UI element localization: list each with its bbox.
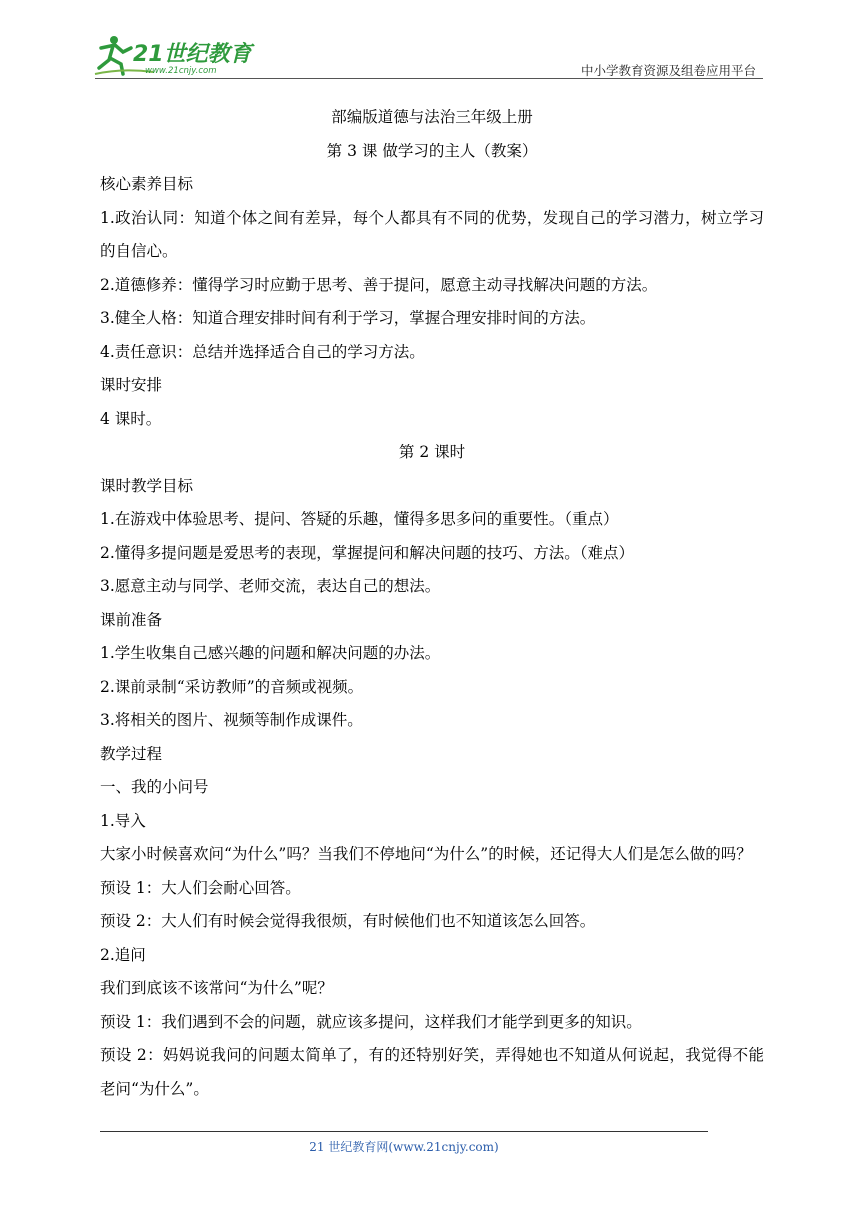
step-one-preset: 预设 2：大人们有时候会觉得我很烦，有时候他们也不知道该怎么回答。 — [100, 912, 596, 930]
document-title: 部编版道德与法治三年级上册 — [331, 108, 533, 126]
header-divider — [95, 78, 763, 79]
logo-graphic — [93, 34, 263, 78]
page-header — [0, 0, 860, 90]
process-heading: 教学过程 — [100, 744, 163, 763]
lesson-heading: 第 2 课时 — [398, 443, 466, 461]
header-tagline: 中小学教育资源及组卷应用平台 — [580, 63, 756, 78]
schedule-heading: 课时安排 — [100, 376, 163, 394]
document-subtitle: 第 3 课 做学习的主人（教案） — [326, 141, 538, 160]
core-goal-item: 4.责任意识：总结并选择适合自己的学习方法。 — [100, 342, 425, 361]
lesson-goal-item: 2.懂得多提问题是爱思考的表现，掌握提问和解决问题的技巧、方法。（难点） — [100, 543, 635, 562]
prep-heading: 课前准备 — [100, 610, 163, 629]
prep-item: 3.将相关的图片、视频等制作成课件。 — [100, 711, 363, 729]
step-two-text: 我们到底该不该常问“为什么”呢？ — [100, 979, 333, 997]
part-one-heading: 一、我的小问号 — [100, 778, 209, 796]
prep-item: 1.学生收集自己感兴趣的问题和解决问题的办法。 — [100, 644, 441, 662]
step-one-heading: 1.导入 — [100, 811, 146, 830]
site-logo[interactable] — [93, 34, 263, 78]
logo-text: 21世纪教育 — [133, 42, 252, 67]
prep-item: 2.课前录制“采访教师”的音频或视频。 — [100, 677, 364, 696]
core-goal-item: 3.健全人格：知道合理安排时间有利于学习，掌握合理安排时间的方法。 — [100, 309, 596, 327]
footer-divider — [100, 1131, 708, 1132]
footer-link[interactable]: 21 世纪教育网(www.21cnjy.com) — [309, 1140, 499, 1154]
lesson-goals-heading: 课时教学目标 — [100, 476, 194, 495]
step-two-preset: 预设 1：我们遇到不会的问题，就应该多提问，这样我们才能学到更多的知识。 — [100, 1012, 642, 1031]
logo-url: www.21cnjy.com — [145, 66, 217, 76]
lesson-goal-item: 1.在游戏中体验思考、提问、答疑的乐趣，懂得多思多问的重要性。（重点） — [100, 510, 619, 528]
step-two-preset: 预设 2：妈妈说我问的问题太简单了，有的还特别好笑，弄得她也不知道从何说起，我觉得不能老问“为什么”。 — [100, 1046, 764, 1098]
step-one-preset: 预设 1：大人们会耐心回答。 — [100, 878, 301, 897]
schedule-value: 4 课时。 — [100, 409, 162, 428]
step-two-heading: 2.追问 — [100, 945, 146, 964]
core-goal-item: 2.道德修养：懂得学习时应勤于思考、善于提问，愿意主动寻找解决问题的方法。 — [100, 275, 658, 294]
step-one-text: 大家小时候喜欢问“为什么”吗？当我们不停地问“为什么”的时候，还记得大人们是怎么做的吗？ — [100, 845, 752, 863]
core-goal-item: 1.政治认同：知道个体之间有差异，每个人都具有不同的优势，发现自己的学习潜力，树立学习的自信心。 — [100, 208, 764, 260]
lesson-goal-item: 3.愿意主动与同学、老师交流，表达自己的想法。 — [100, 577, 441, 595]
document-body — [100, 101, 764, 1106]
core-goals-heading: 核心素养目标 — [100, 175, 194, 193]
